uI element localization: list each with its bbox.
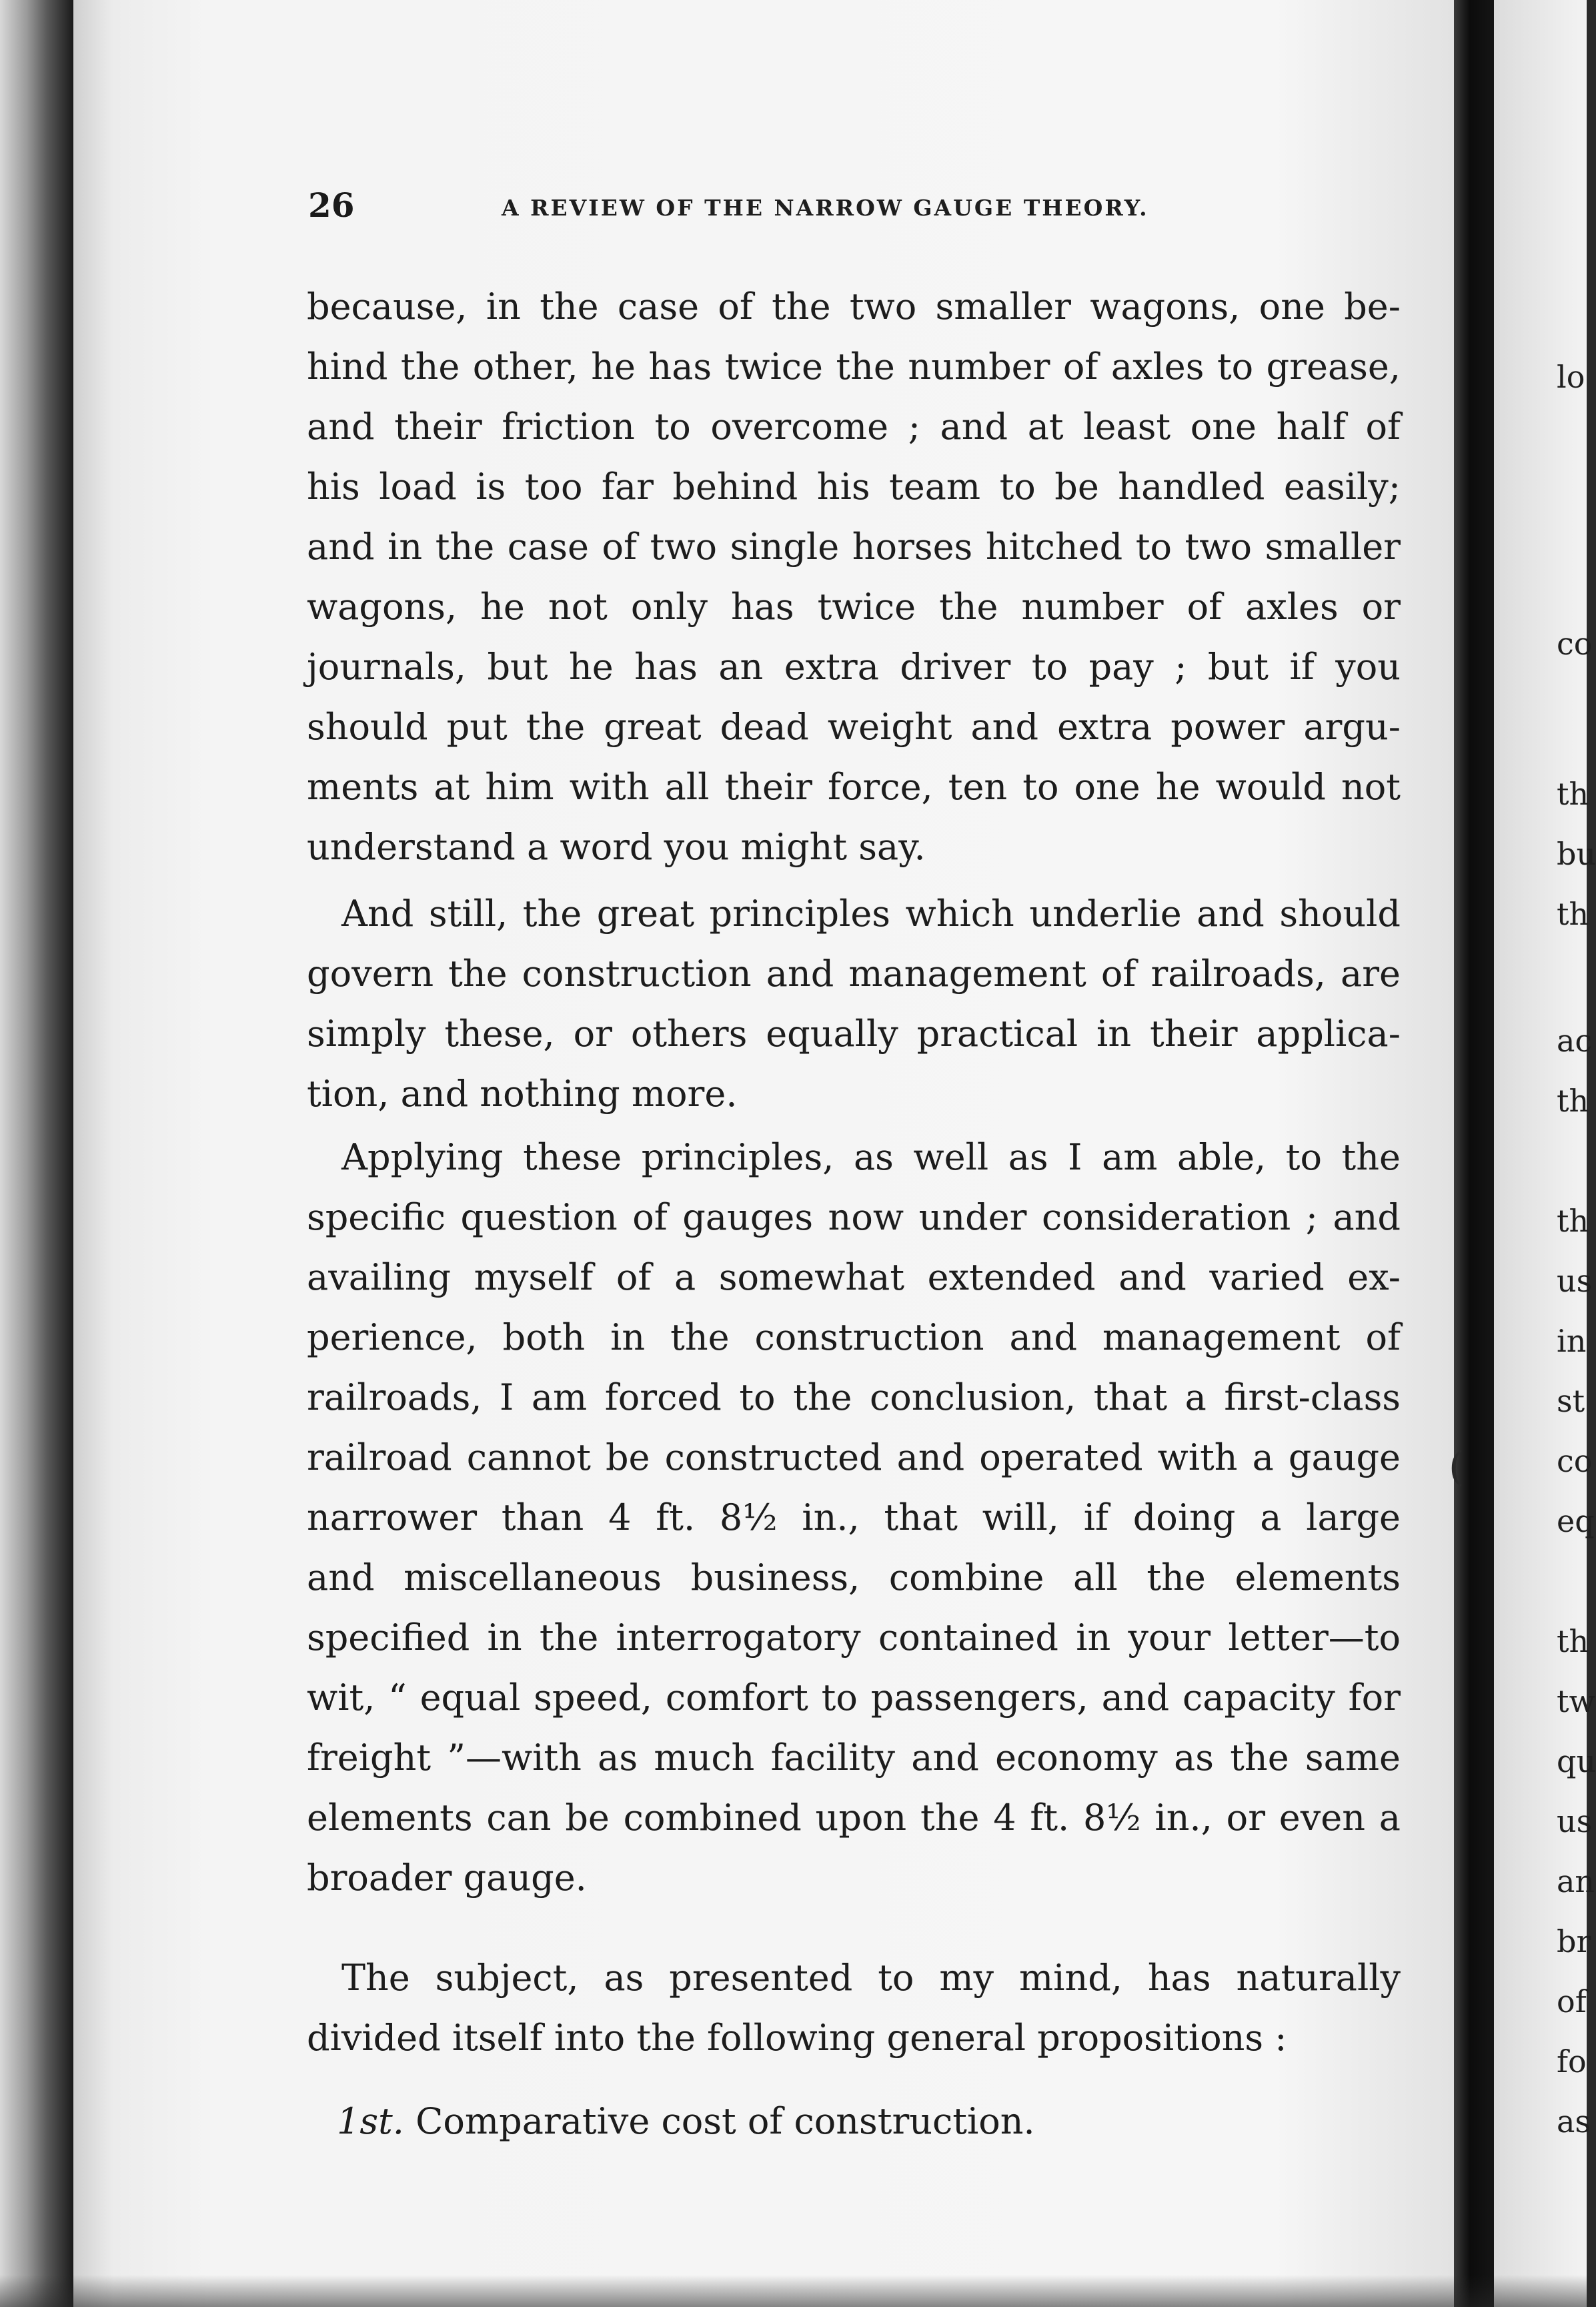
facing-page-fragment: of bbox=[1557, 1983, 1587, 2019]
facing-page-fragment: us bbox=[1557, 1803, 1593, 1839]
facing-page-fragment: th bbox=[1557, 1083, 1589, 1119]
text-line: and their friction to overcome ; and at least one half of bbox=[307, 406, 1401, 448]
facing-page-fragment: qu bbox=[1557, 1743, 1596, 1779]
facing-page-fragment: ac bbox=[1557, 1023, 1593, 1059]
text-line: availing myself of a somewhat extended and varied ex- bbox=[307, 1256, 1401, 1298]
book-gutter bbox=[1454, 0, 1494, 2307]
text-line: and miscellaneous business, combine all the elements bbox=[307, 1556, 1401, 1598]
text-line: hind the other, he has twice the number of axles to grease, bbox=[307, 346, 1401, 388]
proposition-text: Comparative cost of construction. bbox=[404, 2100, 1035, 2142]
facing-page-fragment: br bbox=[1557, 1923, 1591, 1959]
text-line: because, in the case of the two smaller wagons, one be- bbox=[307, 286, 1401, 328]
text-line: simply these, or others equally practical in their applica- bbox=[307, 1013, 1401, 1055]
text-line: broader gauge. bbox=[307, 1857, 587, 1899]
text-line: should put the great dead weight and extra power argu- bbox=[307, 706, 1401, 748]
facing-page-fragment: lo bbox=[1557, 359, 1585, 395]
facing-page-fragment: as bbox=[1557, 2104, 1591, 2140]
scan-left-edge bbox=[0, 0, 73, 2307]
scan-bottom-shadow bbox=[0, 2275, 1587, 2307]
text-line: ments at him with all their force, ten to one he would not bbox=[307, 766, 1401, 808]
text-line: The subject, as presented to my mind, has naturally bbox=[341, 1957, 1401, 1999]
text-line: railroads, I am forced to the conclusion, that a first-class bbox=[307, 1376, 1401, 1418]
facing-page-fragment: th bbox=[1557, 896, 1589, 932]
facing-page-fragment: th bbox=[1557, 1203, 1589, 1239]
facing-page-fragment: tw bbox=[1557, 1683, 1595, 1719]
text-line: perience, both in the construction and management of bbox=[307, 1316, 1401, 1358]
text-line: wit, “ equal speed, comfort to passengers, and capacity for bbox=[307, 1677, 1401, 1719]
proposition-ordinal: 1st. bbox=[337, 2100, 404, 2142]
facing-page-fragment: eq bbox=[1557, 1503, 1595, 1539]
facing-page-fragment: th bbox=[1557, 1623, 1589, 1659]
text-line: specific question of gauges now under consideration ; and bbox=[307, 1196, 1401, 1238]
text-line: railroad cannot be constructed and operated with a gauge bbox=[307, 1436, 1401, 1478]
page-header bbox=[308, 185, 1402, 232]
text-line: and in the case of two single horses hitched to two smaller bbox=[307, 526, 1401, 568]
facing-page-fragment: co bbox=[1557, 626, 1593, 662]
proposition-first bbox=[337, 2098, 1035, 2145]
text-line: understand a word you might say. bbox=[307, 826, 926, 868]
facing-page-fragment: bu bbox=[1557, 836, 1596, 872]
text-line: govern the construction and management of railroads, are bbox=[307, 953, 1401, 995]
running-head: A REVIEW OF THE NARROW GAUGE THEORY. bbox=[502, 195, 1149, 221]
facing-page-fragment: an bbox=[1557, 1863, 1595, 1899]
text-line: Applying these principles, as well as I am able, to the bbox=[341, 1136, 1401, 1178]
facing-page-fragment: us bbox=[1557, 1263, 1593, 1299]
text-line: elements can be combined upon the 4 ft. 8½ in., or even a bbox=[307, 1797, 1401, 1839]
pencil-mark: ( bbox=[1449, 1444, 1465, 1490]
text-line: journals, but he has an extra driver to pay ; but if you bbox=[307, 646, 1401, 688]
text-line: And still, the great principles which underlie and should bbox=[341, 893, 1401, 935]
text-line: narrower than 4 ft. 8½ in., that will, if doing a large bbox=[307, 1496, 1401, 1538]
facing-page-fragment: co bbox=[1557, 1443, 1593, 1479]
text-line: tion, and nothing more. bbox=[307, 1073, 738, 1115]
text-line: freight ”—with as much facility and economy as the same bbox=[307, 1737, 1401, 1779]
text-line: wagons, he not only has twice the number of axles or bbox=[307, 586, 1401, 628]
facing-page-fragment: in bbox=[1557, 1323, 1587, 1359]
facing-page-fragment: fo bbox=[1557, 2043, 1587, 2080]
text-line: his load is too far behind his team to be handled easily; bbox=[307, 466, 1401, 508]
text-line: divided itself into the following general propositions : bbox=[307, 2017, 1287, 2059]
page-number: 26 bbox=[308, 185, 355, 225]
text-line: specified in the interrogatory contained in your letter—to bbox=[307, 1617, 1401, 1659]
facing-page-fragment: th bbox=[1557, 776, 1589, 812]
facing-page-fragment: st bbox=[1557, 1383, 1585, 1419]
